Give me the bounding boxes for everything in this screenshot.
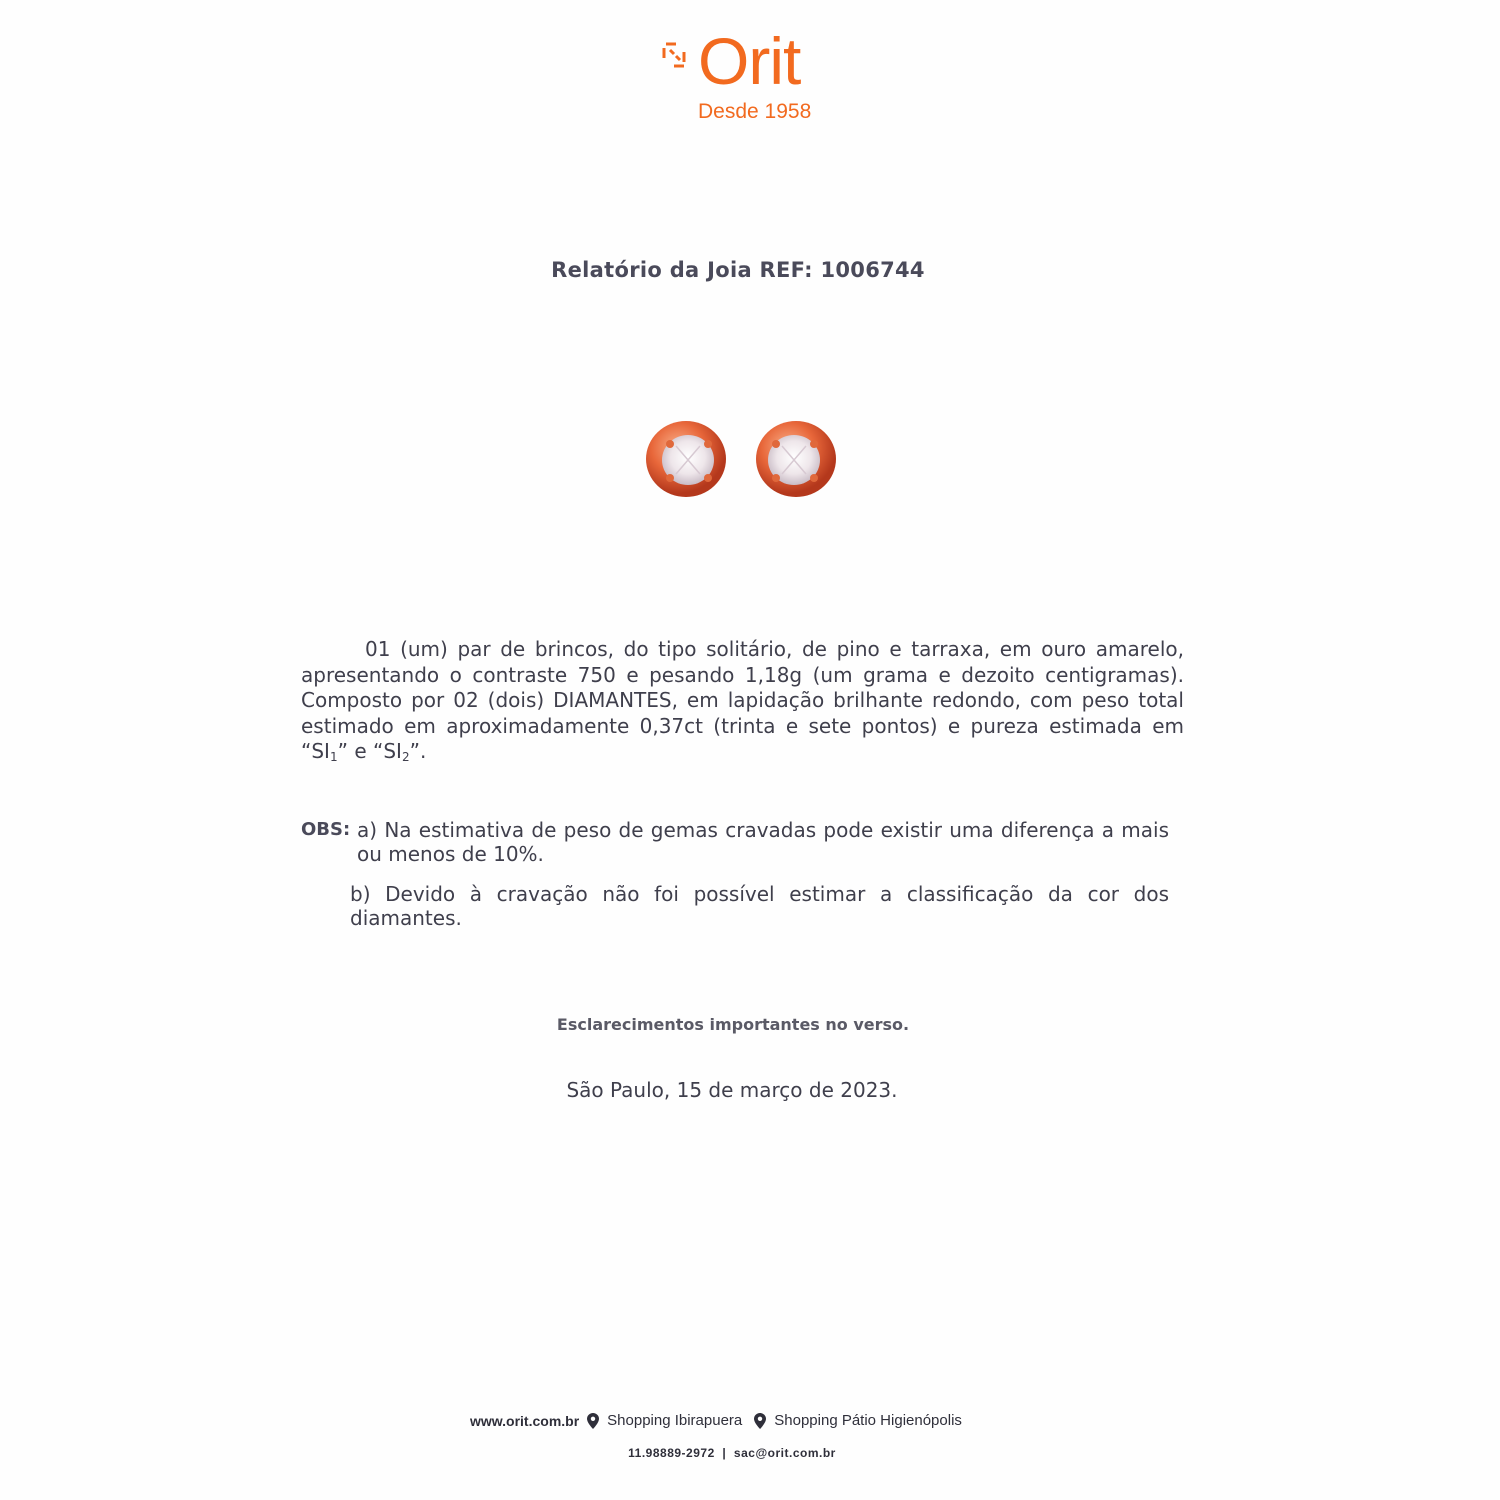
- brand-name: Orit: [698, 24, 801, 98]
- earrings-photo: [640, 414, 845, 504]
- brand-mark-icon: [660, 40, 690, 70]
- store-ibirapuera: Shopping Ibirapuera: [607, 1412, 743, 1429]
- brand-logo: [658, 24, 828, 129]
- map-pin-icon: [754, 1413, 766, 1429]
- footer-addresses: [470, 1412, 966, 1429]
- jewel-description: [301, 637, 1184, 765]
- city-date: São Paulo, 15 de março de 2023.: [566, 1078, 898, 1102]
- description-text-2: ” e “SI: [337, 739, 402, 763]
- earring-left: [646, 421, 726, 497]
- map-pin-icon: [587, 1413, 599, 1429]
- footer-contact[interactable]: 11.98889-2972 | sac@orit.com.br: [628, 1446, 836, 1460]
- clarifications-note: Esclarecimentos importantes no verso.: [556, 1015, 910, 1034]
- clarity-subscript-1: 1: [329, 750, 338, 764]
- clarity-subscript-2: 2: [401, 750, 410, 764]
- obs-item-b: b) Devido à cravação não foi possível estimar a classificação da cor dos diamantes.: [350, 882, 1169, 930]
- store-higienopolis: Shopping Pátio Higienópolis: [774, 1412, 962, 1429]
- website-link[interactable]: www.orit.com.br: [470, 1412, 580, 1429]
- description-text-3: ”.: [409, 739, 427, 763]
- earring-right: [756, 421, 836, 497]
- obs-label: OBS:: [301, 819, 351, 840]
- report-title: Relatório da Joia REF: 1006744: [551, 258, 925, 282]
- description-text-1: 01 (um) par de brincos, do tipo solitário, de pino e tarraxa, em ouro amarelo, apresentando o contraste 750 e pesando 1,18g (um grama e dezoito centigramas). Composto por 02 (dois) DIAMANTES, em lapidação brilhante redondo, com peso total estimado em aproximadamente 0,37ct (trinta e sete pontos) e pureza estimada em “SI: [301, 637, 1184, 763]
- brand-since: Desde 1958: [698, 100, 812, 123]
- obs-item-a: a) Na estimativa de peso de gemas cravadas pode existir uma diferença a mais ou menos de 10%.: [357, 818, 1169, 866]
